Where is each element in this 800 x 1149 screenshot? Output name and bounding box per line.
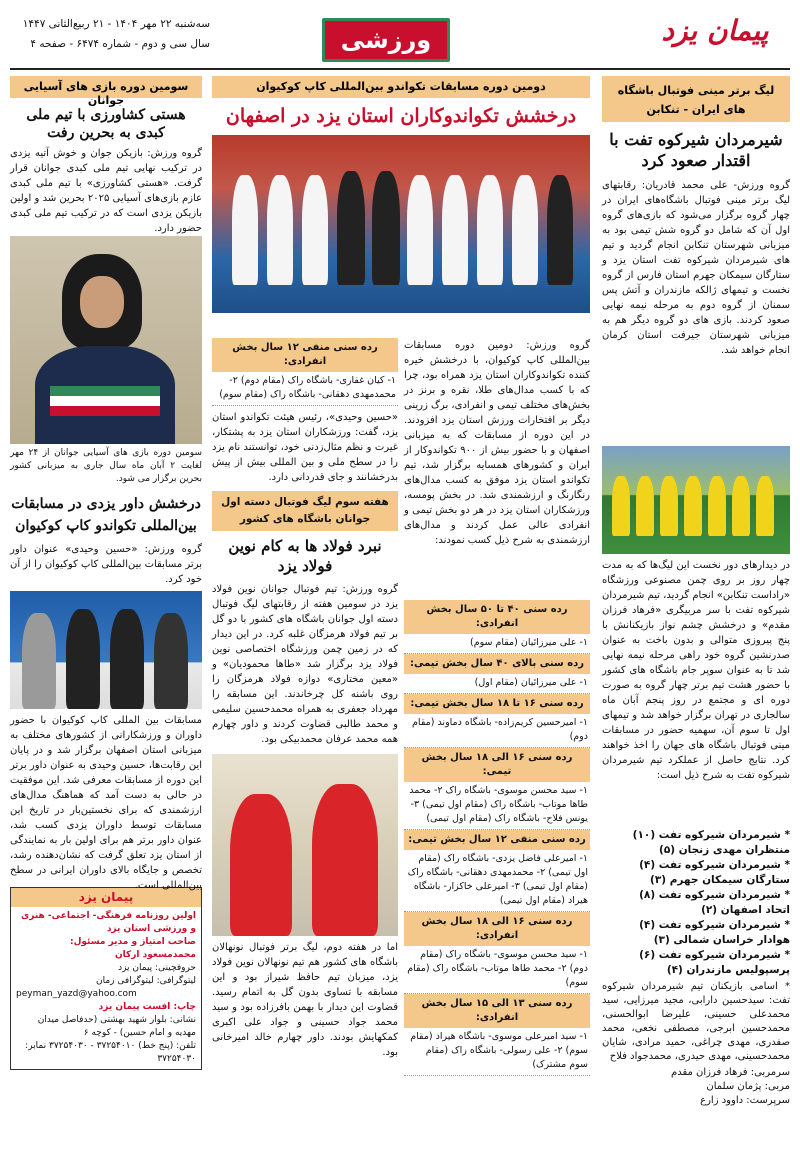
person-figure [66, 609, 100, 709]
taekwondo-quote: «حسین وحیدی»، رئیس هیئت تکواندو استان یزد، گفت: ورزشکاران استان یزد به پشتکار، غیرت و نظم مثال‌زدنی خود، توانستند نام یزد را در سطح ملی و بین المللی بیش از پیش بدرخشانند و جای قدردانی دارد. [212, 412, 398, 483]
left-headline: هستی کشاورزی با تیم ملی کبدی به بحرین رفت [26, 107, 186, 142]
result-box [404, 654, 590, 694]
middle-left-subcolumn [212, 338, 398, 1058]
ident-line: لیتوگرافی: لیتوگرافی زمان [95, 975, 196, 986]
result-box-title: رده سنی منفی ۱۲ سال بخش انفرادی: [212, 338, 398, 372]
ident-body [11, 907, 201, 1069]
right-kicker: لیگ برتر مینی فوتبال باشگاه های ایران - تنکابن [602, 76, 790, 122]
award-ceremony-photo [10, 591, 202, 709]
result-box [404, 994, 590, 1076]
result-box-body: ۱- علی میرزائیان (مقام اول) [474, 677, 588, 688]
left-column [10, 76, 202, 1070]
football-players-photo [212, 754, 398, 936]
result-item: * شیرمردان شیرکوه تفت (۴) [639, 918, 790, 931]
athlete-figure [512, 175, 538, 285]
flag-stripe [50, 386, 160, 396]
result-box-body: ۱- سید محسن موسوی- باشگاه راک (مقام دوم) ۲- محمد طاها موتاب- باشگاه راک (مقام سوم) [407, 949, 588, 988]
issue-info [10, 14, 210, 54]
referee-intro: گروه ورزش: «حسین وحیدی» عنوان داور برتر مسابقات بین‌المللی کاپ کوکیوان را از آن خود کرد. [9, 543, 202, 585]
result-box-title: رده سنی ۴۰ تا ۵۰ سال بخش انفرادی: [404, 600, 590, 634]
right-headline: شیرمردان شیرکوه تفت با اقتدار صعود کرد [609, 130, 783, 170]
masthead [0, 8, 800, 68]
flag-stripe [50, 396, 160, 406]
player-figure [636, 476, 654, 536]
person-figure [22, 613, 56, 709]
staff-item: مربی: پژمان سلمان [706, 1080, 790, 1092]
email-link[interactable]: peyman_yazd@yahoo.com [16, 988, 137, 999]
result-box-title: رده سنی بالای ۴۰ سال بخش تیمی: [404, 654, 590, 674]
result-box [404, 694, 590, 748]
result-box-title: رده سنی ۱۶ الی ۱۸ سال بخش انفرادی: [404, 912, 590, 946]
result-box [404, 600, 590, 654]
football-body-2: اما در هفته دوم، لیگ برتر فوتبال نونهالان باشگاه های کشور هم تیم نونهالان نوین فولاد یزد، میزبان تیم حافظ شیراز بود و این مسابقه با تساوی بدون گل به اتمام رسید. قضاوت این دیدار با بهمن بافرزاده بود و سید محمد جواد حسینی و جواد علی اکبری کمکهایش بودند. داور چهارم خالد امیرخانی بود. [212, 942, 398, 1058]
middle-headline: درخشش تکواندوکاران استان یزد در اصفهان [225, 105, 577, 127]
player-figure [708, 476, 726, 536]
right-column [602, 76, 790, 1108]
result-box [212, 338, 398, 406]
result-item: هوادار خراسان شمالی (۳) [653, 933, 790, 946]
player-figure [732, 476, 750, 536]
official-figure [337, 171, 365, 285]
ident-line: چاپ: افست پیمان یزد [98, 1001, 196, 1012]
newspaper-logo [640, 14, 790, 62]
result-box-title: رده سنی ۱۶ تا ۱۸ سال بخش تیمی: [404, 694, 590, 714]
person-figure [110, 609, 144, 709]
date-line: سه‌شنبه ۲۲ مهر ۱۴۰۴ - ۲۱ ربیع‌الثانی ۱۴۴۷ [22, 18, 210, 30]
ident-line: نشانی: بلوار شهید بهشتی (حدفاصل میدان مهدیه و امام حسین) - کوچه ۶ [37, 1014, 196, 1038]
ident-title: پیمان یزد [11, 888, 201, 907]
result-item: اتحاد اصفهان (۲) [701, 903, 790, 916]
athlete-figure [232, 175, 258, 285]
face-shape [80, 276, 124, 328]
football-headline: نبرد فولاد ها به کام نوین فولاد یزد [228, 537, 382, 575]
result-box [404, 748, 590, 830]
right-body-2: در دیدارهای دور نخست این لیگ‌ها که به مدت چهار روز بر روی چمن مصنوعی ورزشگاه «راداست تنکابن» انجام گردید، تیم شیرمردان شیرکوه تفت با سر مربیگری «فرهاد فرزان مقدم» و درخشش چشم نواز بازیکنانش با پنج پیروزی متوالی و بدون باخت به عنوان صدرنشین گروه خود راهی مرحله نیمه نهایی شد تا به عنوان سوپر جام باشگاه های کشور با حضور هشت تیم برتر چهار گروه به صورت دوره ای و مجتمع در روز پنجم آبان ماه سالجاری در تهران برگزار خواهد شد و تیمهای اول تا سوم آن، سهمیه حضور در مسابقات مینی فوتبال باشگاه های جهان را اخذ خواهند کرد. نتایج حاصل از عملکرد تیم شیرمردان شیرکوه تفت به شرح ذیل است: [602, 559, 790, 781]
football-kicker: هفته سوم لیگ فوتبال دسته اول جوانان باشگاه های کشور [212, 491, 398, 531]
taekwondo-intro: گروه ورزش: دومین دوره مسابقات بین‌المللی کاپ کوکیوان، با درخشش خیره کننده تکواندوکاران استان یزد همراه بود، چرا که با کسب مدال‌های طلا، نقره و برنز در بخش‌های مختلف تیمی و انفرادی، برگ زرینی دیگر بر افتخارات ورزش استان یزد افزودند. در این دوره از مسابقات که به میزبانی اصفهان و با حضور بیش از ۹۰۰ تکواندوکار از ایران و کشورهای همسایه برگزار شد، تیم تکواندو استان یزد موفق به کسب مدال‌های رنگارنگ و ارزشمندی شد. در بخش پومسه، ورزشکاران استان یزد در هر دو بخش تیمی و انفرادی عالی عمل کردند و مدال‌های ارزشمندی به شرح ذیل کسب نمودند: [404, 340, 590, 546]
player-figure [684, 476, 702, 536]
result-item: پرسپولیس مازندران (۴) [666, 963, 790, 976]
player-figure [312, 784, 378, 936]
masthead-info-box [10, 887, 202, 1070]
result-box [404, 830, 590, 912]
result-box-title: رده سنی ۱۳ الی ۱۵ سال بخش انفرادی: [404, 994, 590, 1028]
athlete-figure [442, 175, 468, 285]
results-list [602, 828, 790, 978]
ident-line: صاحب امتیاز و مدیر مسئول: محمدمسعود ارکان [70, 936, 196, 960]
athlete-figure [407, 175, 433, 285]
result-box-title: رده سنی منفی ۱۲ سال بخش تیمی: [404, 830, 590, 850]
portrait-caption: سومین دوره بازی های آسیایی جوانان از ۲۴ مهر لغایت ۲ آبان ماه سال جاری به میزبانی کشور بحرین برگزار می شود. [10, 448, 203, 485]
flag-stripe [50, 406, 160, 416]
staff-item: سرپرست: داوود زارع [700, 1094, 790, 1106]
result-item: منتظران مهدی زنجان (۵) [659, 843, 790, 856]
player-figure [660, 476, 678, 536]
brand-name: پیمان یزد [661, 14, 769, 47]
ident-line: حروفچینی: پیمان یزد [118, 962, 196, 973]
result-box-body: ۱- سید امیرعلی موسوی- باشگاه هیراد (مقام سوم) ۲- علی رسولی- باشگاه راک (مقام سوم مشترک) [410, 1031, 588, 1070]
athlete-portrait [10, 236, 202, 444]
official-figure [547, 175, 573, 285]
athlete-figure [302, 175, 328, 285]
result-box-body: ۱- سید محسن موسوی- باشگاه راک ۲- محمد طاها موتاب- باشگاه راک (مقام اول تیمی) ۳- یونس فلاح- باشگاه راک (مقام اول تیمی) [409, 785, 588, 824]
staff-item: سرمربی: فرهاد فرزان مقدم [671, 1066, 790, 1078]
player-figure [230, 794, 292, 936]
left-body: گروه ورزش: بازیکن جوان و خوش آتیه یزدی در ترکیب نهایی تیم ملی کبدی جوانان قرار گرفت. «هستی کشاورزی» با تیم ملی کبدی عازم بازی‌های آسیایی ۲۰۲۵ بحرین شد و اولین بازیکن یزدی است که در ترکیب تیم ملی کبدی حضور دارد. [10, 148, 203, 235]
person-figure [154, 613, 188, 709]
official-figure [372, 171, 400, 285]
taekwondo-team-photo [212, 135, 590, 313]
middle-right-subcolumn [404, 338, 590, 1076]
player-figure [612, 476, 630, 536]
result-box [404, 912, 590, 994]
roster-text: * اسامی بازیکنان تیم شیرمردان شیرکوه تفت: سیدحسین دارابی، مجید میرزایی، سید محمدعلی حسینی، علیرضا ابوالحسنی، محمدحسین ابرجی، مصطفی نخعی، محمد صفدری، مهدی چراغی، حمید مرادی، شایان محمدحسینی، مهدی حیدری، محمدجواد فلاح [602, 980, 790, 1062]
result-item: ستارگان سیمکان جهرم (۳) [650, 873, 790, 886]
staff-list [602, 1066, 790, 1108]
section-tag: ورزشی [322, 18, 450, 62]
ident-line: تلفن: (پنج خط) ۳۷۲۵۴۰۱۰ - ۳۷۲۵۴۰۳۰ نمابر: ۳۷۲۵۴۰۳۰ [25, 1040, 196, 1064]
referee-headline: درخشش داور یزدی در مسابقات بین‌المللی تکواندو کاپ کوکیوان [11, 496, 201, 535]
issue-line: سال سی و دوم - شماره ۶۴۷۴ - صفحه ۴ [30, 38, 210, 50]
result-item: * شیرمردان شیرکوه تفت (۱۰) [632, 828, 790, 841]
result-item: * شیرمردان شیرکوه تفت (۸) [639, 888, 790, 901]
football-body: گروه ورزش: تیم فوتبال جوانان نوین فولاد یزد در سومین هفته از رقابتهای لیگ فوتبال دسته اول جوانان باشگاه های کشور با دو گل بر تیم فولاد هرمزگان غلبه کرد. در این دیدار که در زمین چمن ورزشگاه اختصاصی نوین فولاد یزد برگزار شد «طاها محمودیان» و «معین مختاری» دوازه فولاد هرمزگان را روی باشنه کل چرخاندند. این مسابقه را مهرداد جعفری به همراه محمدحسین سلیمی و محمد طالبی قضاوت کردند و داور چهارم همه محمد عرفان محمدبیکی بود. [212, 584, 398, 745]
right-body: گروه ورزش- علی محمد قادریان: رقابتهای لیگ برتر مینی فوتبال باشگاه‌های ایران در چهار گروه برگزار می‌شود که بازی‌های گروه اول آن که شامل دو گروه شش تیمی بود به میزبانی شهرستان تنکابن انجام گردید و تیم های شیرمردان شیرکوه تفت استان یزد و ستارگان سیمکان جهرم استان فارس از گروه نخست و تیمهای ژالکه مازندران و آتش پس سمنان از گروه دوم به مرحله نیمه نهایی صعود کردند. بازی های دو گروه دیگر هم به میزبانی شهرستان جیرفت استان کرمان انجام خواهد شد. [602, 179, 790, 356]
athlete-figure [477, 175, 503, 285]
football-team-photo [602, 446, 790, 554]
referee-body: مسابقات بین المللی کاپ کوکیوان با حضور داوران و ورزشکارانی از کشورهای مختلف به میزبانی استان اصفهان برگزار شد و در پایان این رقابت‌ها، حسین وحیدی به عنوان داور برتر این دوره از مسابقات معرفی شد. این موفقیت در حالی به دست آمد که هماهنگ مدال‌های ارزشمندی که برای نخستین‌بار در تاریخ این مسابقات توسط داوران یزدی کسب شد، عنوان داور برتر هم برای اولین بار به نمایندگی از استان یزد تعلق گرفت که نشان‌دهنده رشد، تخصص و جایگاه بالای داوران ایرانی در سطح بین‌المللی است. [9, 714, 202, 891]
middle-column [212, 76, 590, 1070]
result-box-body: ۱- امیرحسین کریم‌زاده- باشگاه دماوند (مقام دوم) [412, 717, 588, 742]
result-item: * شیرمردان شیرکوه تفت (۴) [639, 858, 790, 871]
result-item: * شیرمردان شیرکوه تفت (۶) [639, 948, 790, 961]
result-box-body: ۱- کیان غفاری- باشگاه راک (مقام دوم) ۲- محمدمهدی دهقانی- باشگاه راک (مقام سوم) [219, 375, 396, 400]
result-box-title: رده سنی ۱۶ الی ۱۸ سال بخش تیمی: [404, 748, 590, 782]
ident-line: اولین روزنامه فرهنگی- اجتماعی- هنری و ورزشی استان یزد [21, 910, 196, 934]
result-box-body: ۱- علی میرزائیان (مقام سوم) [470, 637, 588, 648]
middle-kicker: دومین دوره مسابقات تکواندو بین‌المللی کاپ کوکیوان [212, 76, 590, 98]
header-rule [10, 68, 790, 70]
result-box-body: ۱- امیرعلی فاضل یزدی- باشگاه راک (مقام اول تیمی) ۲- محمدمهدی دهقانی- باشگاه راک (مقام اول تیمی) ۳- امیرعلی خاکزار- باشگاه هیراد (مقام اول تیمی) [407, 853, 588, 906]
athlete-figure [267, 175, 293, 285]
left-kicker: سومین دوره بازی های آسیایی جوانان [10, 76, 202, 98]
player-figure [756, 476, 774, 536]
